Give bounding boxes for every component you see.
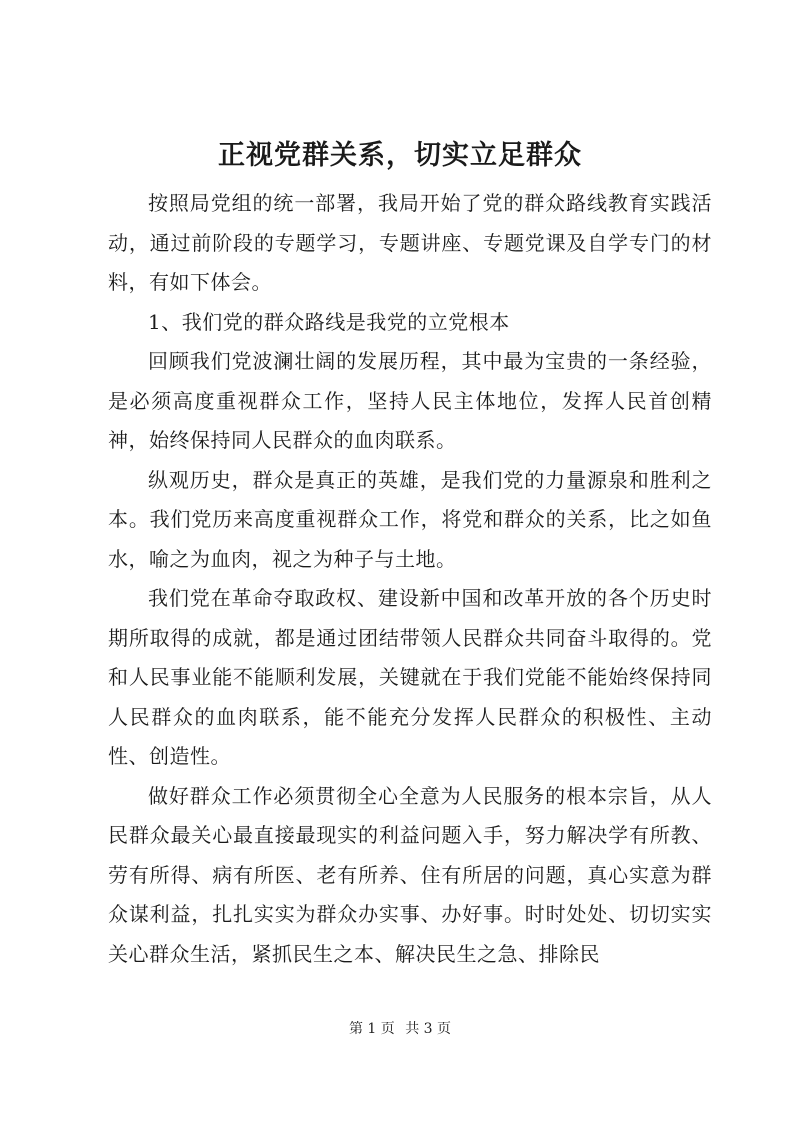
page-total: 共 3 页: [405, 1021, 452, 1037]
paragraph-masses: 纵观历史，群众是真正的英雄，是我们党的力量源泉和胜利之本。我们党历来高度重视群众工作，将党和群众的关系，比之如鱼水，喻之为血肉，视之为种子与土地。: [108, 467, 712, 571]
page-footer: [0, 1019, 800, 1039]
paragraph-mass-work: 做好群众工作必须贯彻全心全意为人民服务的根本宗旨，从人民群众最关心最直接最现实的利益问题入手，努力解决学有所教、劳有所得、病有所医、老有所养、住有所居的问题，真心实意为群众谋利益，扎扎实实为群众办实事、办好事。时时处处、切切实实关心群众生活，紧抓民生之本、解决民生之急、排除民: [108, 783, 712, 966]
document-body: [108, 184, 712, 974]
section-heading-1: 1、我们党的群众路线是我党的立党根本: [148, 309, 510, 334]
document-title: 正视党群关系，切实立足群众: [218, 140, 582, 171]
paragraph-intro: 按照局党组的统一部署，我局开始了党的群众路线教育实践活动，通过前阶段的专题学习，专题讲座、专题党课及自学专门的材料，有如下体会。: [108, 191, 712, 294]
paragraph-history: 回顾我们党波澜壮阔的发展历程，其中最为宝贵的一条经验，是必须高度重视群众工作，坚持人民主体地位，发挥人民首创精神，始终保持同人民群众的血肉联系。: [108, 349, 712, 452]
page-number: 第 1 页: [348, 1021, 395, 1037]
paragraph-achievements: 我们党在革命夺取政权、建设新中国和改革开放的各个历史时期所取得的成就，都是通过团结带领人民群众共同奋斗取得的。党和人民事业能不能顺利发展，关键就在于我们党能不能始终保持同人民群众的血肉联系，能不能充分发挥人民群众的积极性、主动性、创造性。: [108, 586, 712, 768]
